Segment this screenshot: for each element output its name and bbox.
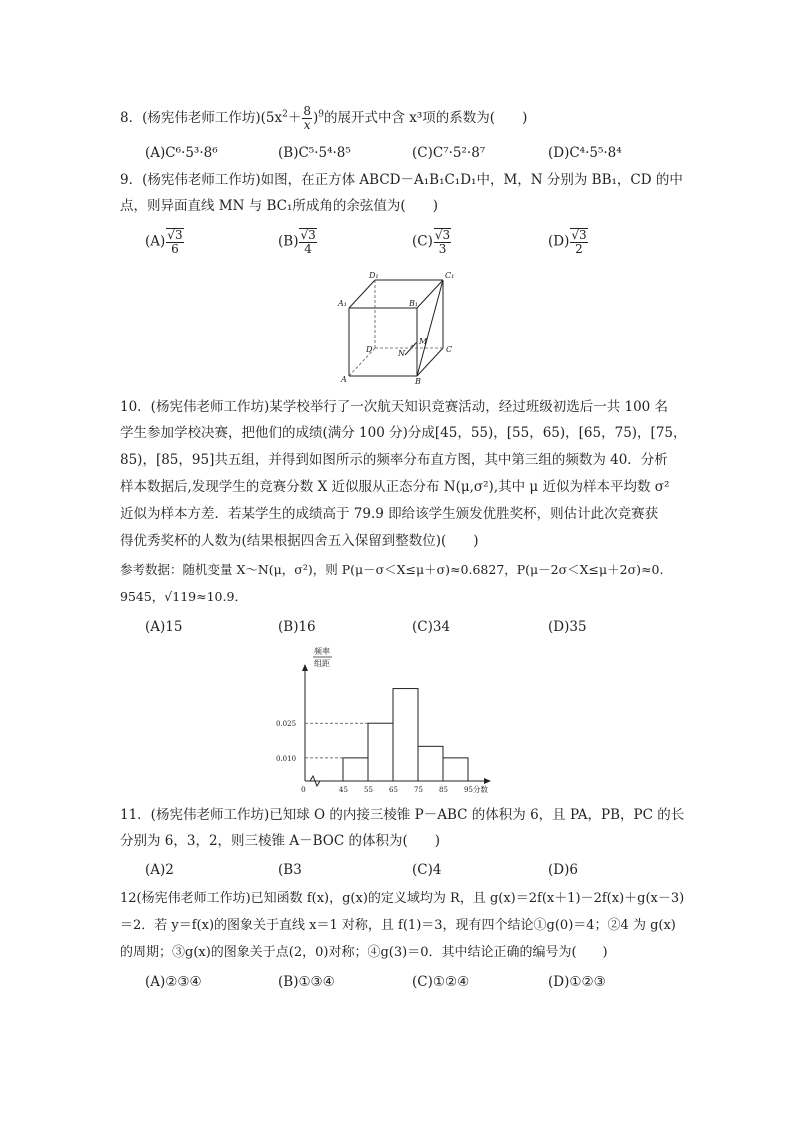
histogram-bar bbox=[443, 758, 468, 781]
cube-label-d: D bbox=[366, 345, 373, 354]
cube-label-b1: B₁ bbox=[409, 299, 419, 308]
q9-line-2: 点，则异面直线 MN 与 BC₁所成角的余弦值为( ) bbox=[120, 198, 438, 214]
x-axis-label: 分数 bbox=[473, 785, 488, 794]
x-tick-label: 45 bbox=[339, 786, 348, 794]
q10-line-6: 得优秀奖杯的人数为(结果根据四舍五入保留到整数位)( ) bbox=[120, 533, 479, 549]
q12-option-b: (B)①③④ bbox=[278, 974, 335, 990]
q10-option-a: (A)15 bbox=[145, 619, 183, 635]
q12-line-3: 的周期；③g(x)的图象关于点(2，0)对称；④g(3)＝0．其中结论正确的编号为( ) bbox=[120, 945, 608, 960]
y-tick-label: 0.010 bbox=[276, 754, 297, 763]
q10-line-8: 9545，√119≈10.9． bbox=[120, 589, 247, 604]
q9-line-1: 9．(杨宪伟老师工作坊)如图，在正方体 ABCD－A₁B₁C₁D₁中，M，N 分别为 BB₁，CD 的中 bbox=[120, 172, 683, 188]
q12-option-d: (D)①②③ bbox=[548, 974, 606, 990]
cube-label-c1: C₁ bbox=[445, 271, 455, 280]
q8-fraction: $\frac{8}{x}$ bbox=[303, 104, 311, 132]
cube-label-m: M bbox=[419, 337, 428, 346]
x-tick-label: 95 bbox=[464, 786, 473, 794]
y-axis-arrow bbox=[302, 664, 308, 671]
q11-option-d: (D)6 bbox=[548, 862, 578, 878]
q12-line-1: 12(杨宪伟老师工作坊)已知函数 f(x)，g(x)的定义域均为 R，且 g(x)＝2f(x＋1)－2f(x)＋g(x－3) bbox=[120, 891, 685, 906]
x-tick-label: 65 bbox=[389, 786, 398, 794]
y-label-bottom: 组距 bbox=[314, 659, 330, 668]
q10-option-b: (B)16 bbox=[278, 619, 316, 635]
cube-label-d1: D₁ bbox=[369, 271, 379, 280]
cube-figure bbox=[335, 268, 460, 388]
q12-option-a: (A)②③④ bbox=[145, 974, 202, 990]
x-axis-arrow bbox=[484, 778, 491, 784]
q11-option-b: (B3 bbox=[278, 862, 302, 878]
y-tick-label: 0.025 bbox=[276, 720, 297, 729]
q8-option-c: (C)C⁷·5²·8⁷ bbox=[412, 145, 486, 161]
frequency-histogram bbox=[270, 640, 500, 795]
q8-stem: 8．(杨宪伟老师工作坊)($5x^2+$ $\frac{8}{x}$ )$^9$的展开式中含 x³项的系数为( ) bbox=[120, 104, 528, 132]
q10-line-7: 参考数据：随机变量 X～N(μ，σ²)，则 P(μ－σ＜X≤μ＋σ)≈0.6827，P(μ－2σ＜X≤μ＋2σ)≈0. bbox=[120, 562, 664, 577]
x-tick-label: 55 bbox=[364, 786, 373, 794]
origin-label: 0 bbox=[301, 785, 306, 794]
x-tick-label: 85 bbox=[439, 786, 448, 794]
q10-option-c: (C)34 bbox=[412, 619, 451, 635]
q11-line-2: 分别为 6，3，2，则三棱锥 A－BOC 的体积为( ) bbox=[120, 833, 440, 849]
cube-label-b: B bbox=[415, 377, 421, 386]
histogram-bar bbox=[343, 758, 368, 781]
q10-line-4: 样本数据后,发现学生的竞赛分数 X 近似服从正态分布 N(μ,σ²),其中 μ 近似为样本平均数 σ² bbox=[120, 479, 670, 495]
q9-option-a: (A) $\frac{√3}{6}$ bbox=[145, 228, 183, 256]
q11-option-c: (C)4 bbox=[412, 862, 442, 878]
q12-line-2: ＝2．若 y＝f(x)的图象关于直线 x＝1 对称，且 f(1)＝3，现有四个结论①g(0)＝4；②4 为 g(x) bbox=[120, 918, 676, 933]
q9-option-c: (C) $\frac{√3}{3}$ bbox=[412, 228, 451, 256]
q10-line-3: 85)，[85，95]共五组，并得到如图所示的频率分布直方图，其中第三组的频数为 40．分析 bbox=[120, 452, 668, 468]
q10-line-5: 近似为样本方差．若某学生的成绩高于 79.9 即给该学生颁发优胜奖杯，则估计此次竞赛获 bbox=[120, 506, 659, 522]
cube-label-c: C bbox=[446, 345, 453, 354]
q10-line-2: 学生参加学校决赛，把他们的成绩(满分 100 分)分成[45，55)，[55，65)，[65，75)，[75， bbox=[120, 425, 687, 441]
cube-label-a1: A₁ bbox=[338, 299, 347, 308]
q10-line-1: 10．(杨宪伟老师工作坊)某学校举行了一次航天知识竞赛活动，经过班级初选后一共 100 名 bbox=[120, 399, 669, 415]
q10-option-d: (D)35 bbox=[548, 619, 587, 635]
cube-label-n: N bbox=[398, 349, 405, 358]
y-label-top: 频率 bbox=[314, 647, 330, 656]
q8-option-d: (D)C⁴·5⁵·8⁴ bbox=[548, 145, 622, 161]
q8-option-b: (B)C⁵·5⁴·8⁵ bbox=[278, 145, 351, 161]
cube-label-a: A bbox=[341, 375, 347, 384]
x-tick-label: 75 bbox=[414, 786, 423, 794]
q8-option-a: (A)C⁶·5³·8⁶ bbox=[145, 145, 218, 161]
q9-option-b: (B) $\frac{√3}{4}$ bbox=[278, 228, 316, 256]
q12-option-c: (C)①②④ bbox=[412, 974, 470, 990]
q11-line-1: 11．(杨宪伟老师工作坊)已知球 O 的内接三棱锥 P－ABC 的体积为 6，且 PA，PB，PC 的长 bbox=[120, 807, 685, 823]
q9-option-d: (D) $\frac{√3}{2}$ bbox=[548, 228, 587, 256]
histogram-bar bbox=[368, 723, 393, 781]
histogram-bar bbox=[418, 746, 443, 781]
histogram-bar bbox=[393, 689, 418, 781]
q11-option-a: (A)2 bbox=[145, 862, 174, 878]
